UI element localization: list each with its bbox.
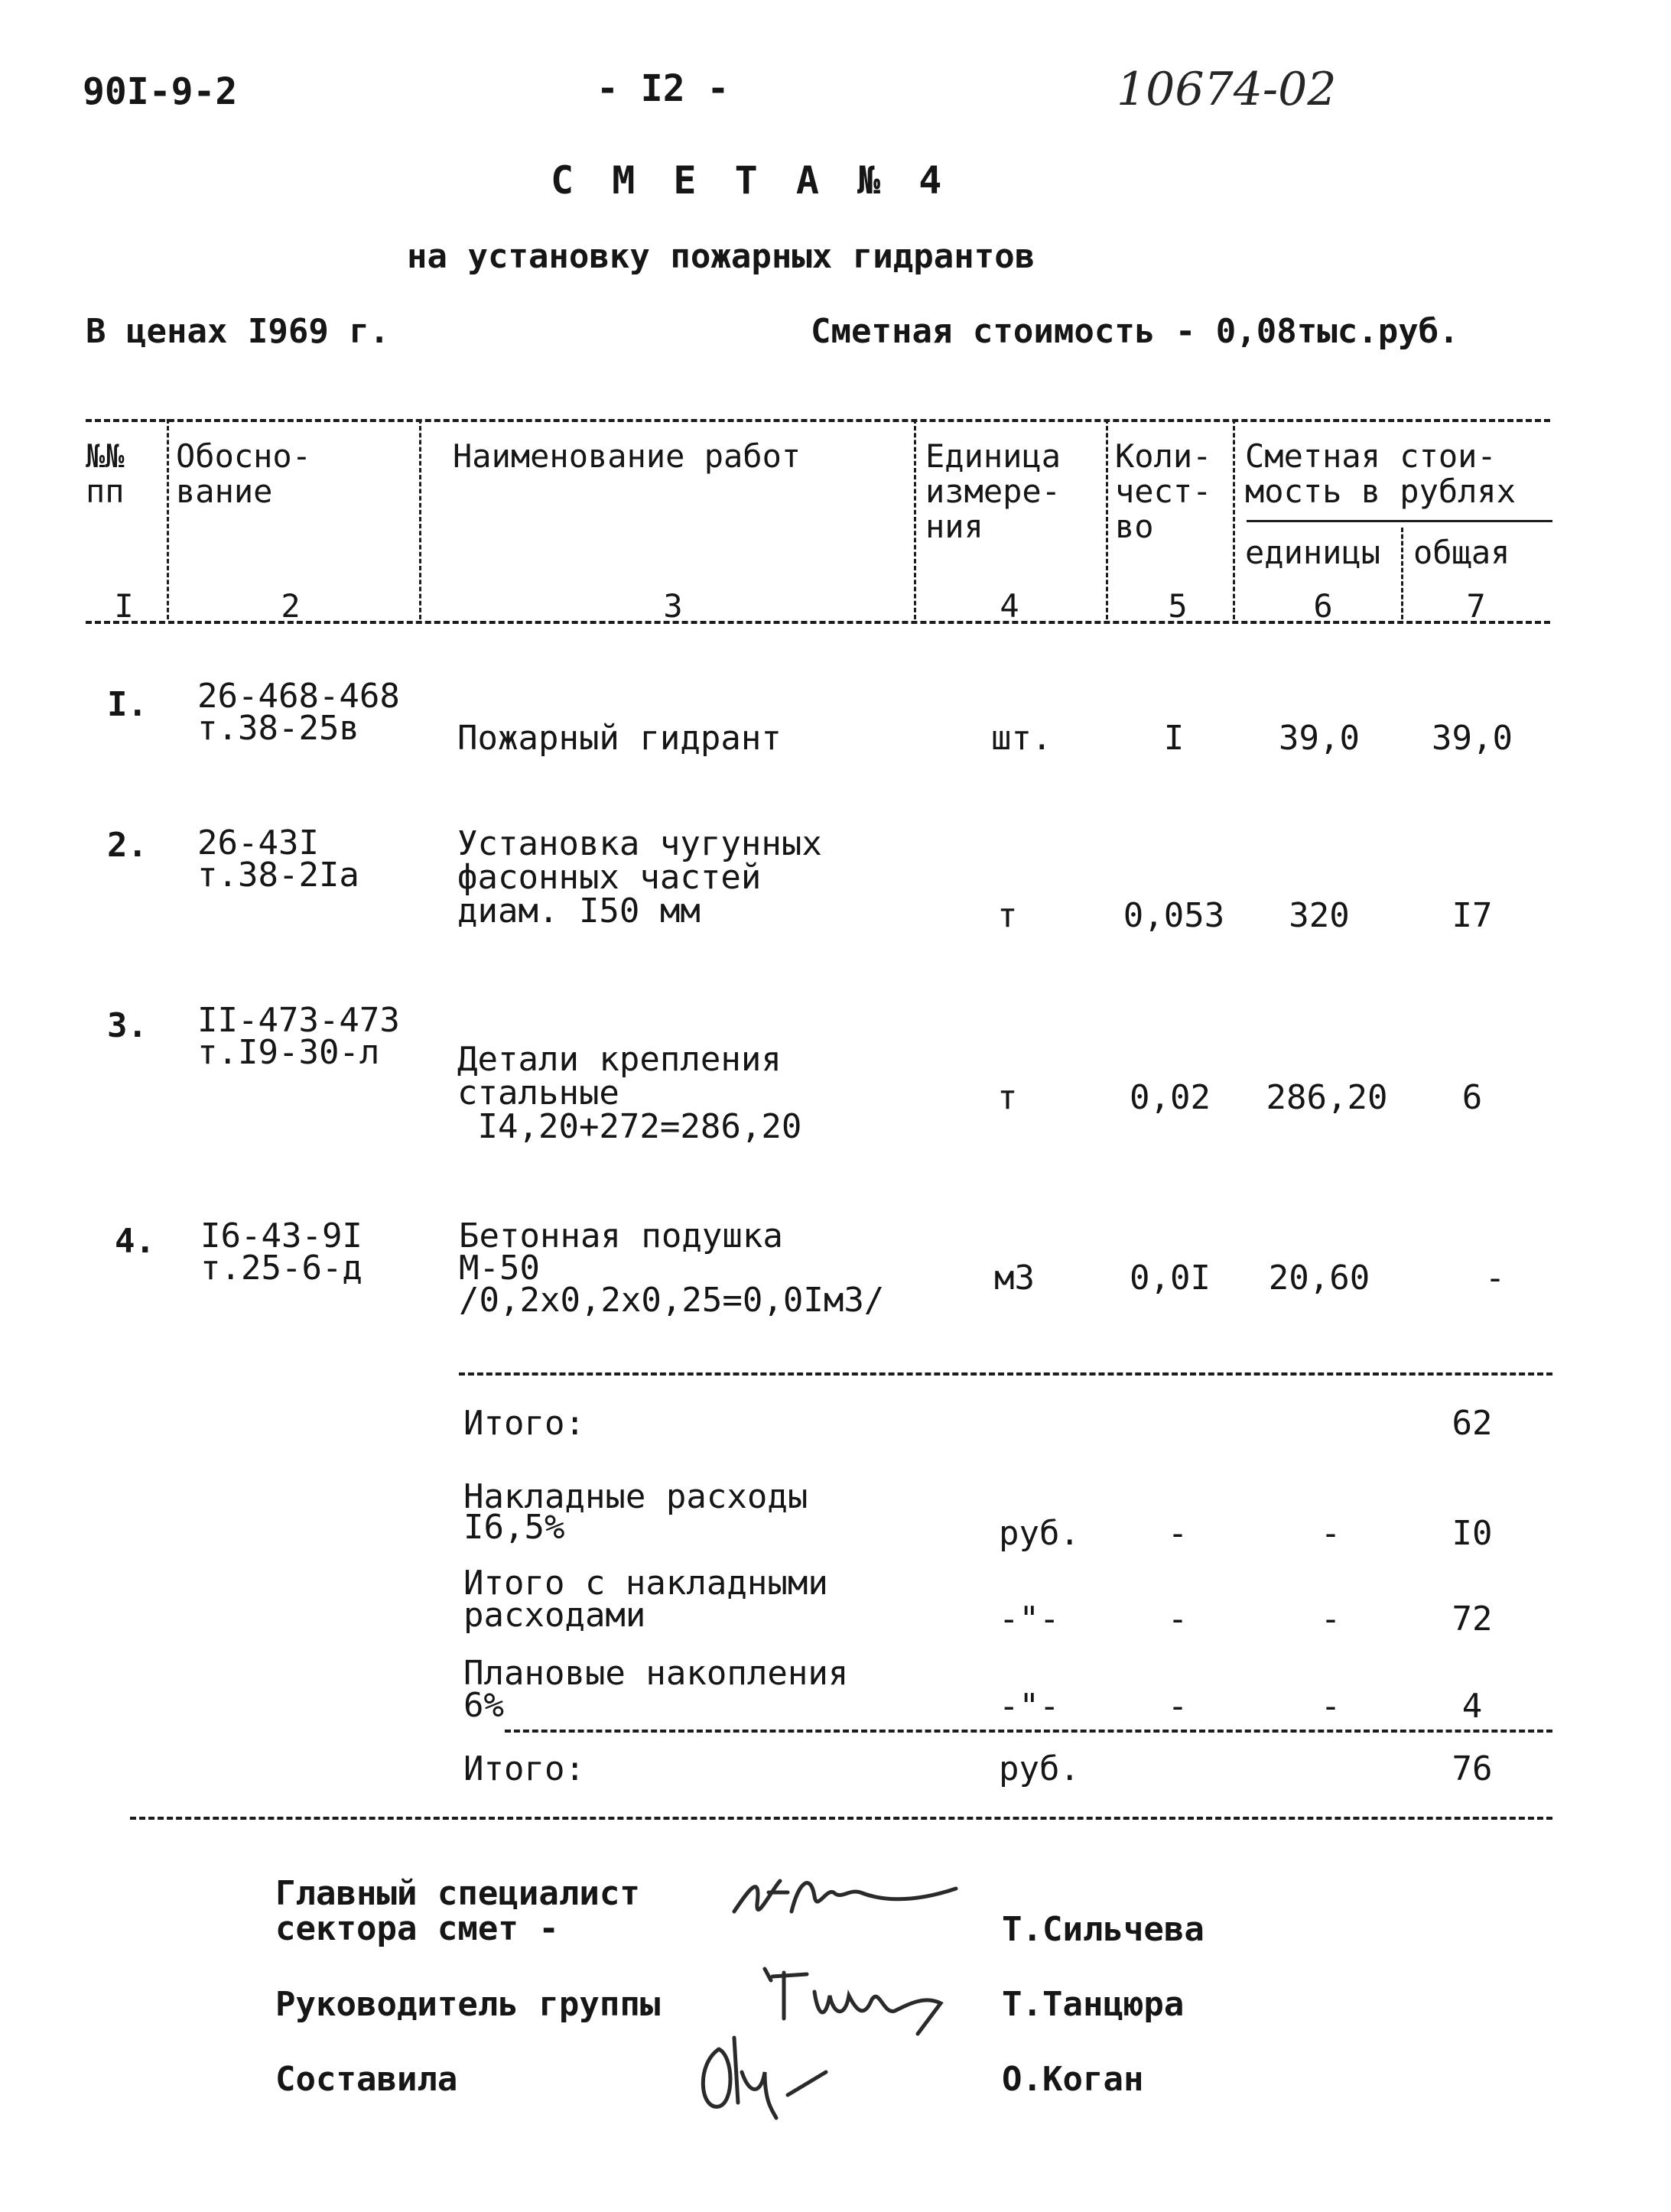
row-unit: шт.	[991, 719, 1052, 758]
signatory-name: О.Коган	[1002, 2060, 1144, 2099]
summary-unit: -"-	[999, 1687, 1060, 1726]
col-number: 5	[1168, 587, 1188, 625]
row-total: -	[1484, 1259, 1506, 1298]
column-divider	[167, 419, 169, 619]
row-basis: I6-43-9I т.25-6-д	[200, 1216, 362, 1288]
estimated-cost: Сметная стоимость - 0,08тыс.руб.	[811, 312, 1459, 351]
signature-mark	[727, 1858, 971, 1942]
summary-unit-price: -	[1320, 1514, 1341, 1553]
column-divider	[1401, 528, 1403, 619]
row-quantity: I	[1163, 719, 1185, 758]
col-header-unit: Единица измере- ния	[925, 437, 1061, 545]
row-unit-price: 39,0	[1279, 719, 1360, 758]
row-unit-price: 20,60	[1268, 1259, 1370, 1298]
page-number: - I2 -	[597, 67, 730, 110]
row-unit-price: 286,20	[1266, 1078, 1388, 1117]
signature-mark	[688, 2019, 887, 2133]
col-header-unit-price: единицы	[1245, 534, 1381, 571]
summary-unit: руб.	[999, 1749, 1080, 1788]
column-divider	[419, 419, 421, 619]
table-header-bottom-rule	[86, 621, 1550, 624]
summary-quantity: -	[1167, 1687, 1188, 1726]
summary-total: 76	[1452, 1749, 1493, 1788]
document-title: С М Е Т А № 4	[551, 158, 950, 203]
row-basis: 26-43I т.38-2Iа	[197, 823, 359, 895]
column-divider	[1233, 419, 1235, 619]
row-work-name: Бетонная подушка М-50 /0,2х0,2х0,25=0,0Iм3/	[459, 1216, 885, 1320]
row-number: I.	[107, 685, 148, 724]
row-work-name: Пожарный гидрант	[457, 719, 782, 758]
col-header-work-name: Наименование работ	[453, 437, 801, 475]
signatory-role: Составила	[275, 2060, 458, 2099]
summary-label: Итого:	[463, 1404, 585, 1443]
row-unit: т	[997, 1078, 1018, 1117]
summary-total: 62	[1452, 1404, 1493, 1443]
row-number: 4.	[115, 1222, 155, 1261]
row-quantity: 0,0I	[1130, 1259, 1211, 1298]
summary-total: I0	[1452, 1514, 1493, 1553]
document-code: 90I-9-2	[83, 70, 238, 113]
price-basis: В ценах I969 г.	[86, 312, 390, 351]
row-quantity: 0,02	[1130, 1078, 1211, 1117]
col-number: I	[114, 587, 134, 625]
row-basis: 26-468-468 т.38-25в	[197, 677, 400, 748]
column-divider	[914, 419, 916, 619]
row-work-name: Детали крепления стальные I4,20+272=286,20	[457, 1040, 802, 1146]
summary-label: Итого:	[463, 1749, 585, 1788]
col-header-quantity: Коли- чест- во	[1115, 437, 1212, 545]
summary-rule	[505, 1730, 1552, 1733]
col-number: 6	[1313, 587, 1333, 625]
summary-label: Плановые накопления 6%	[463, 1654, 849, 1725]
row-total: 6	[1461, 1078, 1483, 1117]
row-unit: м3	[994, 1259, 1035, 1298]
row-basis: II-473-473 т.I9-30-л	[197, 1001, 400, 1072]
table-bottom-rule	[130, 1817, 1552, 1820]
row-unit: т	[997, 896, 1018, 935]
row-number: 2.	[107, 826, 148, 865]
summary-quantity: -	[1167, 1600, 1188, 1639]
summary-unit-price: -	[1320, 1600, 1341, 1639]
col-header-basis: Обосно- вание	[176, 437, 312, 510]
summary-total: 72	[1452, 1600, 1493, 1639]
summary-label: Накладные расходы I6,5%	[463, 1477, 808, 1547]
group-underline	[1247, 520, 1552, 522]
row-quantity: 0,053	[1123, 896, 1225, 935]
summary-unit: руб.	[999, 1514, 1080, 1553]
summary-total: 4	[1461, 1687, 1483, 1726]
row-work-name: Установка чугунных фасонных частей диам. I50 мм	[457, 824, 822, 931]
row-number: 3.	[107, 1006, 148, 1045]
signatory-name: Т.Танцюра	[1002, 1985, 1185, 2024]
items-bottom-rule	[459, 1372, 1552, 1376]
summary-label: Итого с накладными расходами	[463, 1564, 828, 1635]
col-header-number: №№ пп	[86, 437, 125, 510]
summary-unit-price: -	[1320, 1687, 1341, 1726]
signatory-role: Руководитель группы	[275, 1985, 661, 2024]
summary-unit: -"-	[999, 1600, 1060, 1639]
table-top-rule	[86, 419, 1550, 422]
row-total: 39,0	[1432, 719, 1513, 758]
col-header-cost-group: Сметная стои- мость в рублях	[1245, 437, 1517, 510]
row-total: I7	[1452, 896, 1493, 935]
inventory-number: 10674-02	[1117, 63, 1337, 116]
row-unit-price: 320	[1289, 896, 1350, 935]
col-header-total: общая	[1413, 534, 1510, 571]
summary-quantity: -	[1167, 1514, 1188, 1553]
column-divider	[1106, 419, 1108, 619]
col-number: 4	[1000, 587, 1019, 625]
col-number: 7	[1466, 587, 1486, 625]
signatory-name: Т.Сильчева	[1002, 1910, 1204, 1949]
document-subtitle: на установку пожарных гидрантов	[407, 237, 1035, 276]
col-number: 3	[663, 587, 683, 625]
col-number: 2	[281, 587, 301, 625]
signatory-role: Главный специалист сектора смет -	[275, 1874, 640, 1948]
